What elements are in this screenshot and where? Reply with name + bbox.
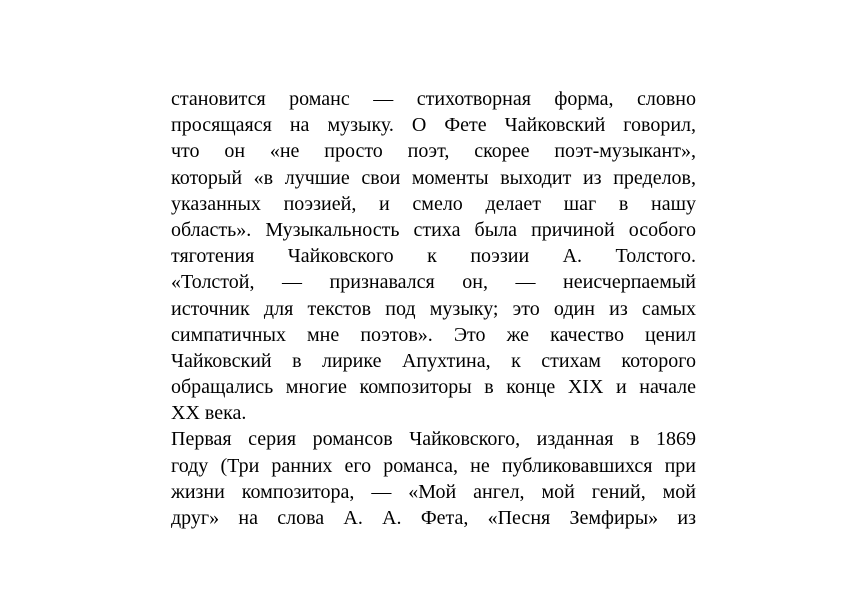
text-line: что он «не просто поэт, скорее поэт-музыкант», bbox=[171, 140, 696, 163]
text-line: просящаяся на музыку. О Фете Чайковский говорил, bbox=[171, 114, 696, 137]
text-line: жизни композитора, — «Мой ангел, мой гений, мой bbox=[171, 480, 696, 503]
text-line: симпатичных мне поэтов». Это же качество ценил bbox=[171, 323, 696, 346]
text-line: источник для текстов под музыку; это один из самых bbox=[171, 297, 696, 320]
text-line: становится романс — стихотворная форма, словно bbox=[171, 88, 696, 110]
text-line: году (Три ранних его романса, не публиковавшихся при bbox=[171, 454, 696, 477]
text-line: указанных поэзией, и смело делает шаг в нашу bbox=[171, 192, 696, 215]
text-line: который «в лучшие свои моменты выходит из пределов, bbox=[171, 166, 696, 189]
body-text bbox=[171, 86, 696, 531]
text-line: «Толстой, — признавался он, — неисчерпаемый bbox=[171, 271, 696, 294]
text-line: XX века. bbox=[171, 402, 247, 425]
text-line: друг» на слова А. А. Фета, «Песня Земфиры» из bbox=[171, 507, 696, 529]
text-line: тяготения Чайковского к поэзии А. Толстого. bbox=[171, 245, 696, 268]
text-line: область». Музыкальность стиха была причиной особого bbox=[171, 218, 696, 241]
text-line: обращались многие композиторы в конце XIX и начале bbox=[171, 376, 696, 399]
text-line: Первая серия романсов Чайковского, изданная в 1869 bbox=[171, 428, 696, 451]
text-line: Чайковский в лирике Апухтина, к стихам которого bbox=[171, 349, 696, 372]
